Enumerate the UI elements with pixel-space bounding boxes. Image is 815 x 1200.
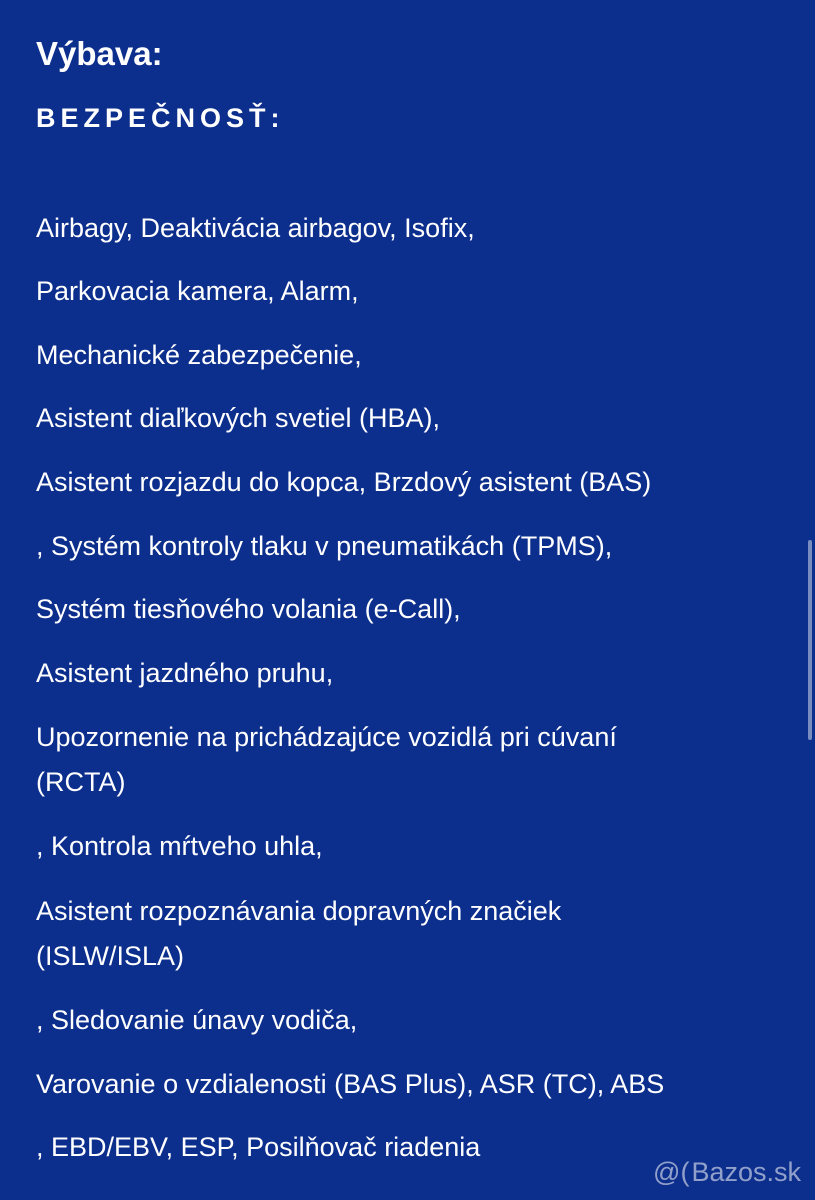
bazos-watermark — [653, 1157, 801, 1188]
equipment-line: Parkovacia kamera, Alarm, — [36, 276, 359, 306]
equipment-line: Asistent rozjazdu do kopca, Brzdový asistent (BAS) — [36, 467, 652, 497]
scrollbar[interactable] — [808, 540, 812, 740]
watermark-text: Bazos.sk — [691, 1157, 801, 1187]
equipment-line: Asistent rozpoznávania dopravných značiek — [36, 896, 562, 926]
equipment-line: , Kontrola mŕtveho uhla, — [36, 831, 323, 861]
bazos-logo-icon: @( — [653, 1157, 690, 1187]
section-heading-safety: BEZPEČNOSŤ: — [36, 103, 285, 133]
page-title: Výbava: — [36, 35, 163, 72]
equipment-line: Airbagy, Deaktivácia airbagov, Isofix, — [36, 213, 475, 243]
equipment-line: Asistent jazdného pruhu, — [36, 658, 334, 688]
equipment-line: (RCTA) — [36, 767, 126, 797]
equipment-line: (ISLW/ISLA) — [36, 941, 185, 971]
equipment-line: Upozornenie na prichádzajúce vozidlá pri cúvaní — [36, 722, 617, 752]
equipment-line: Asistent diaľkových svetiel (HBA), — [36, 403, 441, 433]
equipment-line: Systém tiesňového volania (e-Call), — [36, 594, 461, 624]
equipment-line: Mechanické zabezpečenie, — [36, 340, 362, 370]
equipment-line: , Systém kontroly tlaku v pneumatikách (TPMS), — [36, 531, 613, 561]
equipment-line: , Sledovanie únavy vodiča, — [36, 1005, 358, 1035]
equipment-line: Varovanie o vzdialenosti (BAS Plus), ASR (TC), ABS — [36, 1069, 665, 1099]
equipment-line: , EBD/EBV, ESP, Posilňovač riadenia — [36, 1132, 481, 1162]
